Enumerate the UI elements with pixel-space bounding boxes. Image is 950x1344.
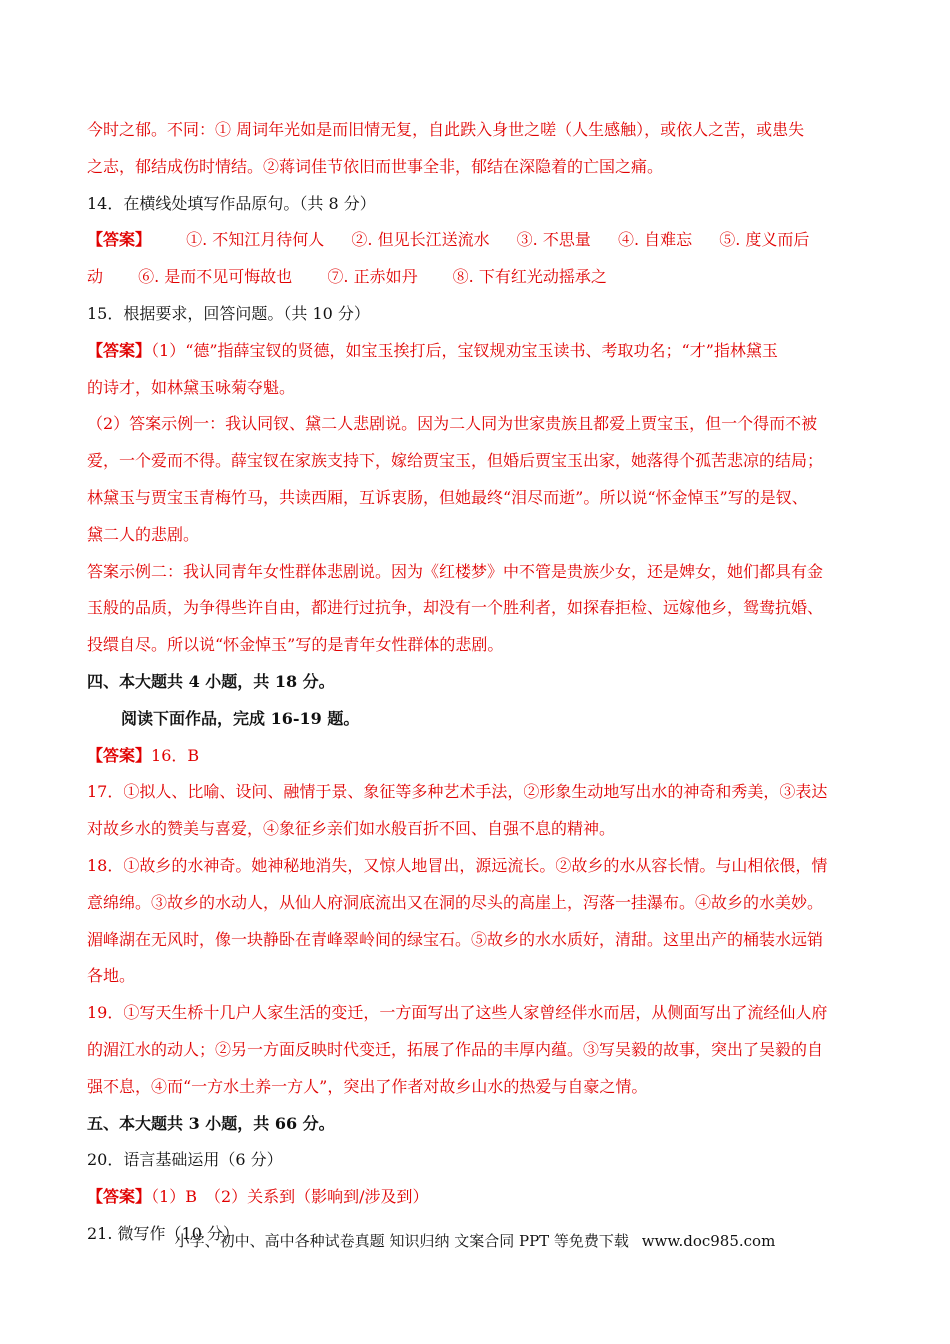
q14-answer: [87, 222, 863, 259]
q21-title: 21. 微写作（10 分）: [87, 1223, 239, 1243]
q15-answer-line: 玉般的品质，为争得些许自由，都进行过抗争，却没有一个胜利者，如探春拒检、远嫁他乡，鸳鸯抗婚、: [87, 598, 824, 618]
q15-answer-line: 林黛玉与贾宝玉青梅竹马，共读西厢，互诉衷肠，但她最终“泪尽而逝”。所以说“怀金悼玉”写的是钗、: [87, 487, 808, 507]
fill-answer: ①. 不知江月待何人: [186, 230, 325, 250]
q15-answer-line: （2）答案示例一：我认同钗、黛二人悲剧说。因为二人同为世家贵族且都爱上贾宝玉，但一个得而不被: [87, 414, 818, 434]
q15-answer-line: 的诗才，如林黛玉咏菊夺魁。: [87, 377, 296, 397]
section-4-title: 四、本大题共 4 小题，共 18 分。: [87, 671, 335, 691]
q14-title: 14．在横线处填写作品原句。（共 8 分）: [87, 193, 376, 213]
fill-answer: ⑧. 下有红光动摇承之: [452, 267, 607, 287]
answer-text: 16．B: [151, 745, 200, 765]
q20-answer: [87, 1179, 863, 1216]
fill-answer: ②. 但见长江送流水: [351, 230, 490, 250]
fill-answer: ④. 自难忘: [617, 230, 693, 250]
q18-answer-line: 18．①故乡的水神奇。她神秘地消失，又惊人地冒出，源远流长。②故乡的水从容长情。与山相依偎，情: [87, 855, 828, 875]
fill-answer: ⑦. 正赤如丹: [327, 267, 418, 287]
q13-answer-line: 今时之郁。不同：① 周词年光如是而旧情无复，自此跌入身世之嗟（人生感触），或依人之苦，或患失: [87, 120, 805, 139]
document-body: [87, 112, 863, 1253]
section-4-instruction: 阅读下面作品，完成 16-19 题。: [121, 708, 360, 728]
fill-answer: 动: [87, 267, 104, 287]
q17-answer-line: 对故乡水的赞美与喜爱，④象征乡亲们如水般百折不回、自强不息的精神。: [87, 819, 616, 839]
q15-answer-line: 爱，一个爱而不得。薛宝钗在家族支持下，嫁给贾宝玉，但婚后贾宝玉出家，她落得个孤苦悲凉的结局；: [87, 451, 824, 471]
answer-text: （1）“德”指薛宝钗的贤德，如宝玉挨打后，宝钗规劝宝玉读书、考取功名；“才”指林黛玉: [151, 340, 778, 360]
q18-answer-line: 湄峰湖在无风时，像一块静卧在青峰翠岭间的绿宝石。⑤故乡的水水质好，清甜。这里出产的桶装水远销: [87, 929, 824, 949]
fill-answer: ⑥. 是而不见可悔故也: [138, 267, 293, 287]
answer-text: （1）B （2）关系到（影响到/涉及到）: [151, 1187, 429, 1207]
q15-answer-line: 答案示例二：我认同青年女性群体悲剧说。因为《红楼梦》中不管是贵族少女，还是婢女，她们都具有金: [87, 561, 824, 581]
q14-answer-cont: [87, 259, 863, 296]
q20-title: 20．语言基础运用（6 分）: [87, 1150, 283, 1170]
footer-link[interactable]: www.doc985.com: [641, 1232, 776, 1250]
answer-tag: 【答案】: [87, 1187, 152, 1207]
fill-answer: ③. 不思量: [516, 230, 591, 250]
q18-answer-line: 意绵绵。③故乡的水动人，从仙人府洞底流出又在洞的尽头的高崖上，泻落一挂瀑布。④故乡的水美妙。: [87, 892, 824, 912]
q16-answer: [87, 738, 863, 775]
q13-answer-line: 之志，郁结成伤时情结。②蒋词佳节依旧而世事全非，郁结在深隐着的亡国之痛。: [87, 156, 664, 176]
answer-tag: 【答案】: [87, 340, 152, 360]
q15-title: 15．根据要求，回答问题。（共 10 分）: [87, 303, 370, 323]
q15-answer-line: [87, 333, 863, 370]
q19-answer-line: 的湄江水的动人；②另一方面反映时代变迁，拓展了作品的丰厚内蕴。③写吴毅的故事，突出了吴毅的自: [87, 1039, 824, 1059]
q19-answer-line: 19．①写天生桥十几户人家生活的变迁，一方面写出了这些人家曾经伴水而居，从侧面写出了流经仙人府: [87, 1003, 828, 1023]
fill-answer: ⑤. 度义而后: [719, 230, 810, 250]
q19-answer-line: 强不息，④而“一方水土养一方人”，突出了作者对故乡山水的热爱与自豪之情。: [87, 1076, 648, 1096]
section-5-title: 五、本大题共 3 小题，共 66 分。: [87, 1113, 335, 1133]
q15-answer-line: 黛二人的悲剧。: [87, 524, 200, 544]
answer-tag: 【答案】: [87, 745, 152, 765]
q18-answer-line: 各地。: [87, 966, 136, 986]
page-footer: [0, 1226, 950, 1256]
answer-tag: 【答案】: [87, 230, 152, 250]
footer-text: 小学、初中、高中各种试卷真题 知识归纳 文案合同 PPT 等免费下载: [174, 1232, 629, 1250]
q15-answer-line: 投缳自尽。所以说“怀金悼玉”写的是青年女性群体的悲剧。: [87, 635, 504, 655]
q17-answer-line: 17．①拟人、比喻、设问、融情于景、象征等多种艺术手法，②形象生动地写出水的神奇和秀美，③表达: [87, 782, 828, 802]
